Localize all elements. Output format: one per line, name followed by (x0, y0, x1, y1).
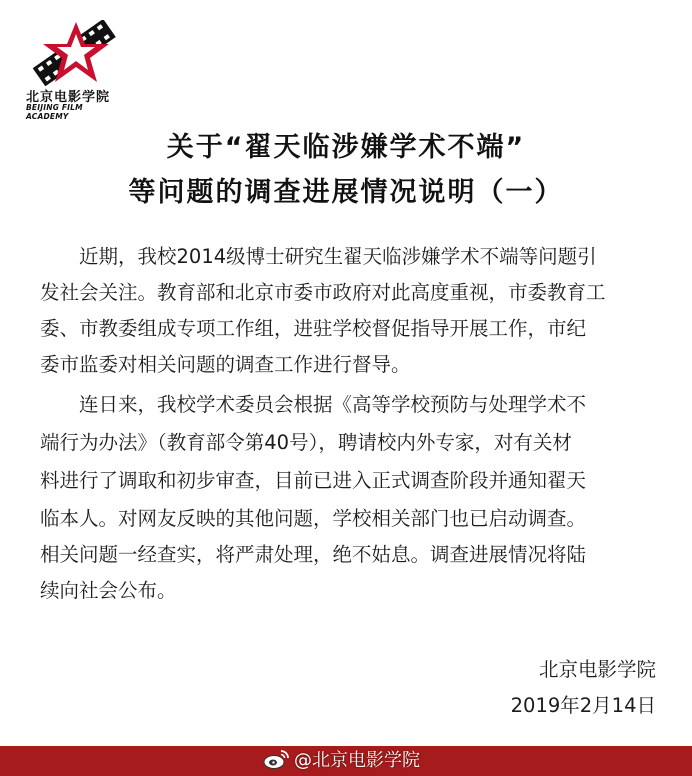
weibo-watermark (262, 744, 420, 774)
body-line: 委市监委对相关问题的调查工作进行督导。 (40, 353, 411, 376)
body-line: 端行为办法》（教育部令第40号），聘请校内外专家，对有关材 (40, 431, 572, 454)
document-title-line2: 等问题的调查进展情况说明（一） (128, 177, 564, 208)
academy-logo (26, 20, 122, 121)
document-title-line1: 关于“翟天临涉嫌学术不端” (166, 132, 526, 163)
body-line: 委、市教委组成专项工作组，进驻学校督促指导开展工作，市纪 (40, 317, 587, 340)
body-line: 临本人。对网友反映的其他问题，学校相关部门也已启动调查。 (40, 507, 587, 530)
body-line: 发社会关注。教育部和北京市委市政府对此高度重视，市委教育工 (40, 281, 606, 304)
body-line: 相关问题一经查实，将严肃处理，绝不姑息。调查进展情况将陆 (40, 543, 587, 566)
logo-chinese-name: 北京电影学院 (26, 90, 111, 105)
body-line: 近期，我校2014级博士研究生翟天临涉嫌学术不端等问题引 (40, 245, 597, 268)
signature-date: 2019年2月14日 (510, 694, 656, 717)
watermark-text: @北京电影学院 (294, 750, 420, 771)
weibo-icon (262, 748, 290, 770)
signature-organization: 北京电影学院 (538, 658, 656, 681)
logo-english-name: BEIJING FILM ACADEMY (26, 103, 83, 121)
star-film-logo-icon (26, 20, 122, 86)
body-line: 连日来，我校学术委员会根据《高等学校预防与处理学术不 (40, 393, 587, 416)
body-line: 续向社会公布。 (40, 579, 177, 602)
body-line: 料进行了调取和初步审查，目前已进入正式调查阶段并通知翟天 (40, 469, 587, 492)
